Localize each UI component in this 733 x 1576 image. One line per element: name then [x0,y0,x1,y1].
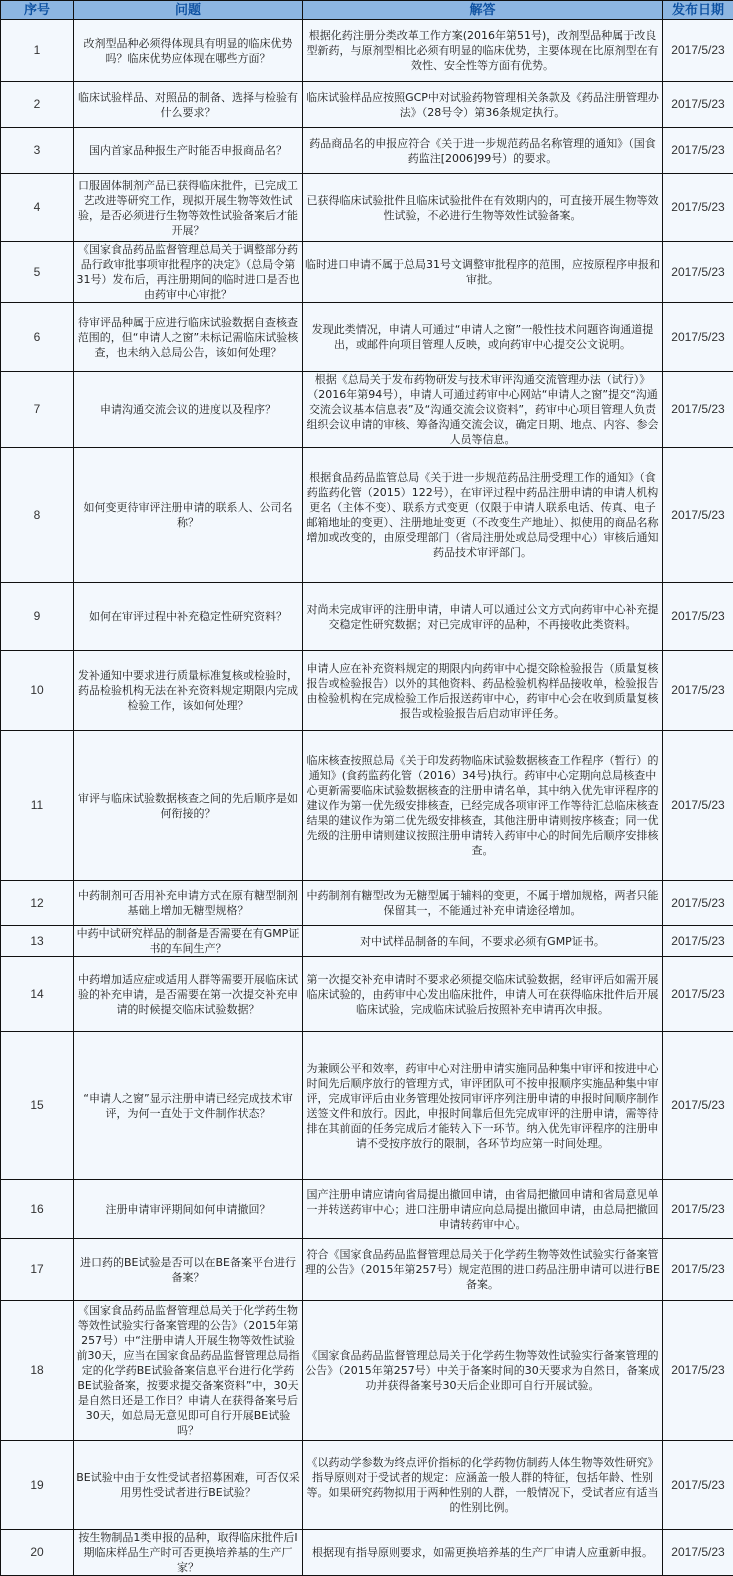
row-date: 2017/5/23 [663,731,733,881]
table-row [1,583,733,651]
row-question: 发补通知中要求进行质量标准复核或检验时，药品检验机构无法在补充资料规定期限内完成检验工作，该如何处理？ [74,651,303,731]
row-number: 18 [1,1301,74,1441]
row-date: 2017/5/23 [663,174,733,242]
row-date: 2017/5/23 [663,1441,733,1530]
row-number: 17 [1,1239,74,1301]
row-question: 中药制剂可否用补充申请方式在原有糖型制剂基础上增加无糖型规格？ [74,881,303,926]
row-question: 临床试验样品、对照品的制备、选择与检验有什么要求？ [74,82,303,128]
row-date: 2017/5/23 [663,82,733,128]
table-row [1,957,733,1032]
table-body [1,20,733,1576]
row-date: 2017/5/23 [663,128,733,174]
row-number: 14 [1,957,74,1032]
row-date: 2017/5/23 [663,1301,733,1441]
table-row [1,82,733,128]
row-answer: 符合《国家食品药品监督管理总局关于化学药生物等效性试验实行备案管理的公告》（2015年第257号）规定范围的进口药品注册申请可以进行BE备案。 [303,1239,663,1301]
row-question: 注册申请审评期间如何申请撤回？ [74,1180,303,1239]
row-answer: 《以药动学参数为终点评价指标的化学药物仿制药人体生物等效性研究》指导原则对于受试者的规定：应涵盖一般人群的特征，包括年龄、性别等。如果研究药物拟用于两种性别的人群，一般情况下，受试者应有适当的性别比例。 [303,1441,663,1530]
row-answer: 《国家食品药品监督管理总局关于化学药生物等效性试验实行备案管理的公告》（2015年第257号）中关于备案时间的30天要求为自然日，备案成功并获得备案号30天后企业即可自行开展试验。 [303,1301,663,1441]
table-row [1,651,733,731]
row-question: 审评与临床试验数据核查之间的先后顺序是如何衔接的？ [74,731,303,881]
row-question: 改剂型品种必须得体现具有明显的临床优势吗？临床优势应体现在哪些方面？ [74,20,303,82]
row-number: 1 [1,20,74,82]
row-number: 9 [1,583,74,651]
row-date: 2017/5/23 [663,1239,733,1301]
row-answer: 已获得临床试验批件且临床试验批件在有效期内的，可直接开展生物等效性试验，不必进行生物等效性试验备案。 [303,174,663,242]
table-row [1,1239,733,1301]
table-row [1,242,733,303]
row-number: 6 [1,303,74,372]
row-question: 口服固体制剂产品已获得临床批件，已完成工艺改进等研究工作，现拟开展生物等效性试验，是否必须进行生物等效性试验备案后才能开展？ [74,174,303,242]
row-date: 2017/5/23 [663,926,733,957]
row-answer: 根据《总局关于发布药物研发与技术审评沟通交流管理办法（试行）》（2016年第94号），申请人可通过药审中心网站“申请人之窗”提交“沟通交流会议基本信息表”及“沟通交流会议资料”，药审中心项目管理人负责组织会议申请的审核、筹备沟通交流会议，确定日期、地点、内容、参会人员等信息。 [303,372,663,448]
row-answer: 对尚未完成审评的注册申请，申请人可以通过公文方式向药审中心补充提交稳定性研究数据；对已完成审评的品种，不再接收此类资料。 [303,583,663,651]
row-date: 2017/5/23 [663,242,733,303]
table-row [1,926,733,957]
table-row [1,1301,733,1441]
row-answer: 临床核查按照总局《关于印发药物临床试验数据核查工作程序（暂行）的通知》(食药监药化管（2016）34号)执行。药审中心定期向总局核查中心更新需要临床试验数据核查的注册申请名单，其中纳入优先审评程序的建议作为第一优先级安排核查，已经完成各项审评工作等待汇总临床核查结果的建议作为第二优先级安排核查，其他注册申请则按序核查；同一优先级的注册申请则建议按照注册申请转入药审中心的时间先后顺序安排核查。 [303,731,663,881]
table-row [1,1032,733,1180]
row-question: 中药中试研究样品的制备是否需要在有GMP证书的车间生产？ [74,926,303,957]
row-question: 《国家食品药品监督管理总局关于调整部分药品行政审批事项审批程序的决定》（总局令第31号）发布后，再注册期间的临时进口是否也由药审中心审批？ [74,242,303,303]
row-date: 2017/5/23 [663,303,733,372]
row-number: 11 [1,731,74,881]
header-row [1,1,733,20]
row-date: 2017/5/23 [663,1530,733,1576]
table-row [1,128,733,174]
row-date: 2017/5/23 [663,957,733,1032]
row-number: 3 [1,128,74,174]
row-number: 13 [1,926,74,957]
row-question: 进口药的BE试验是否可以在BE备案平台进行备案？ [74,1239,303,1301]
row-answer: 申请人应在补充资料规定的期限内向药审中心提交除检验报告（质量复核报告或检验报告）以外的其他资料、药品检验机构样品接收单，检验报告由检验机构在完成检验工作后报送药审中心，药审中心会在收到质量复核报告或检验报告后启动审评任务。 [303,651,663,731]
row-question: 待审评品种属于应进行临床试验数据自查核查范围的，但“申请人之窗”未标记需临床试验核查，也未纳入总局公告，该如何处理？ [74,303,303,372]
row-date: 2017/5/23 [663,1180,733,1239]
table-row [1,1180,733,1239]
row-answer: 根据现有指导原则要求，如需更换培养基的生产厂申请人应重新申报。 [303,1530,663,1576]
row-answer: 发现此类情况，申请人可通过“申请人之窗”一般性技术问题咨询通道提出，或邮件向项目管理人反映，或向药审中心提交公文说明。 [303,303,663,372]
row-question: 申请沟通交流会议的进度以及程序？ [74,372,303,448]
row-date: 2017/5/23 [663,448,733,583]
row-number: 2 [1,82,74,128]
row-number: 16 [1,1180,74,1239]
row-number: 19 [1,1441,74,1530]
row-date: 2017/5/23 [663,372,733,448]
table-row [1,372,733,448]
row-answer: 临床试验样品应按照GCP中对试验药物管理相关条款及《药品注册管理办法》（28号令）第36条规定执行。 [303,82,663,128]
row-date: 2017/5/23 [663,881,733,926]
row-number: 8 [1,448,74,583]
row-number: 10 [1,651,74,731]
header-date: 发布日期 [663,1,733,20]
row-answer: 对中试样品制备的车间，不要求必须有GMP证书。 [303,926,663,957]
row-question: 如何在审评过程中补充稳定性研究资料？ [74,583,303,651]
row-number: 20 [1,1530,74,1576]
row-question: BE试验中由于女性受试者招募困难，可否仅采用男性受试者进行BE试验？ [74,1441,303,1530]
table-row [1,1441,733,1530]
row-answer: 国产注册申请应请向省局提出撤回申请，由省局把撤回申请和省局意见单一并转送药审中心；进口注册申请应向总局提出撤回申请，由总局把撤回申请转药审中心。 [303,1180,663,1239]
table-row [1,303,733,372]
row-number: 5 [1,242,74,303]
table-row [1,448,733,583]
table-row [1,731,733,881]
table-row [1,174,733,242]
header-number: 序号 [1,1,74,20]
row-date: 2017/5/23 [663,583,733,651]
row-question: 如何变更待审评注册申请的联系人、公司名称？ [74,448,303,583]
row-date: 2017/5/23 [663,20,733,82]
header-answer: 解答 [303,1,663,20]
row-question: 《国家食品药品监督管理总局关于化学药生物等效性试验实行备案管理的公告》（2015年第257号）中“注册申请人开展生物等效性试验前30天，应当在国家食品药品监督管理总局指定的化学药BE试验备案信息平台进行化学药BE试验备案，按要求提交备案资料”中，30天是自然日还是工作日？申请人在获得备案号后30天，如总局无意见即可自行开展BE试验吗？ [74,1301,303,1441]
header-question: 问题 [74,1,303,20]
row-date: 2017/5/23 [663,1032,733,1180]
row-question: 中药增加适应症或适用人群等需要开展临床试验的补充申请，是否需要在第一次提交补充申请的时候提交临床试验数据？ [74,957,303,1032]
row-number: 15 [1,1032,74,1180]
row-question: 按生物制品1类申报的品种，取得临床批件后Ⅰ期临床样品生产时可否更换培养基的生产厂家？ [74,1530,303,1576]
row-question: 国内首家品种报生产时能否申报商品名？ [74,128,303,174]
row-number: 12 [1,881,74,926]
table-row [1,881,733,926]
row-number: 4 [1,174,74,242]
row-answer: 药品商品名的申报应符合《关于进一步规范药品名称管理的通知》（国食药监注[2006]99号）的要求。 [303,128,663,174]
row-answer: 临时进口申请不属于总局31号文调整审批程序的范围，应按原程序申报和审批。 [303,242,663,303]
row-date: 2017/5/23 [663,651,733,731]
row-number: 7 [1,372,74,448]
table-row [1,20,733,82]
row-answer: 根据食品药品监管总局《关于进一步规范药品注册受理工作的通知》（食药监药化管（2015）122号），在审评过程中药品注册申请的申请人机构更名（主体不变）、联系方式变更（仅限于申请人联系电话、传真、电子邮箱地址的变更）、注册地址变更（不改变生产地址）、拟使用的商品名称增加或改变的，由原受理部门（省局注册处或总局受理中心）审核后通知药品技术审评部门。 [303,448,663,583]
row-answer: 为兼顾公平和效率，药审中心对注册申请实施同品种集中审评和按进中心时间先后顺序放行的管理方式，审评团队可不按申报顺序实施品种集中审评，完成审评后由业务管理处按同审评序列注册申请的申报时间顺序制作送签文件和放行。因此，申报时间靠后但先完成审评的注册申请，需等待排在其前面的任务完成后才能转入下一环节。纳入优先审评程序的注册申请不受按序放行的限制，各环节均应第一时间处理。 [303,1032,663,1180]
table-row [1,1530,733,1576]
row-answer: 第一次提交补充申请时不要求必须提交临床试验数据，经审评后如需开展临床试验的，由药审中心发出临床批件，申请人可在获得临床批件后开展临床试验，完成临床试验后按照补充申请再次申报。 [303,957,663,1032]
row-question: “申请人之窗”显示注册申请已经完成技术审评，为何一直处于文件制作状态？ [74,1032,303,1180]
row-answer: 中药制剂有糖型改为无糖型属于辅料的变更，不属于增加规格，两者只能保留其一，不能通过补充申请途径增加。 [303,881,663,926]
row-answer: 根据化药注册分类改革工作方案(2016年第51号)，改剂型品种属于改良型新药，与原剂型相比必须有明显的临床优势，主要体现在比原剂型在有效性、安全性等方面有优势。 [303,20,663,82]
